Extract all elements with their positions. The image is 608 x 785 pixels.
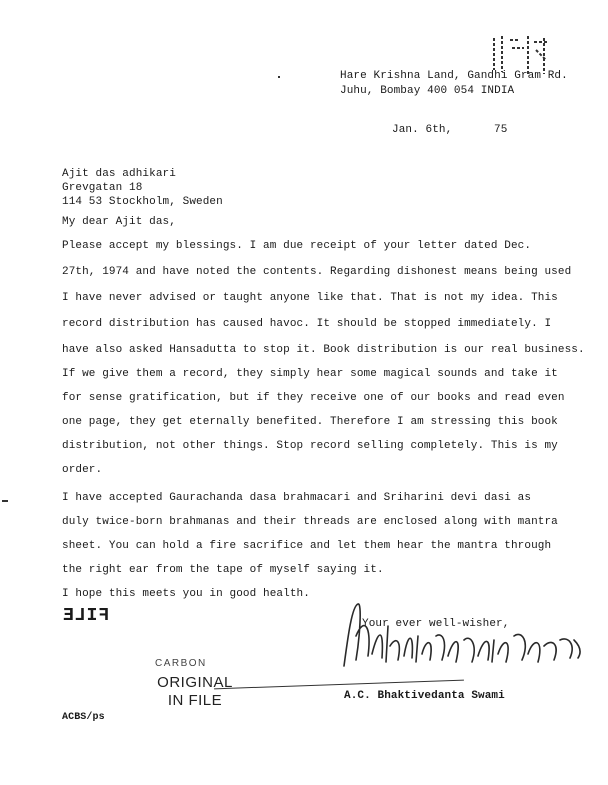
body-line: If we give them a record, they simply hear some magical sounds and take it — [62, 368, 558, 380]
body-line: I hope this meets you in good health. — [62, 588, 310, 600]
typist-initials: ACBS/ps — [62, 712, 105, 723]
handwritten-signature — [338, 596, 588, 676]
body-line: duly twice-born brahmanas and their threads are enclosed along with mantra — [62, 516, 558, 528]
body-line: order. — [62, 464, 103, 476]
body-line: 27th, 1974 and have noted the contents. Regarding dishonest means being used — [62, 266, 572, 278]
letterhead-address-line1: Hare Krishna Land, Gandhi Gram Rd. — [340, 70, 568, 82]
body-line: record distribution has caused havoc. It should be stopped immediately. I — [62, 318, 552, 330]
body-line: Please accept my blessings. I am due receipt of your letter dated Dec. — [62, 240, 532, 252]
file-stamp-mirrored: FILE — [62, 606, 110, 626]
carbon-stamp-label: CARBON — [155, 658, 207, 669]
letter-year: 75 — [494, 124, 508, 136]
margin-mark — [2, 500, 8, 502]
body-line: distribution, not other things. Stop record selling completely. This is my — [62, 440, 558, 452]
body-line: the right ear from the tape of myself saying it. — [62, 564, 384, 576]
letter-date: Jan. 6th, — [392, 124, 453, 136]
salutation: My dear Ajit das, — [62, 216, 176, 228]
in-file-stamp-label: IN FILE — [167, 692, 223, 709]
recipient-city: 114 53 Stockholm, Sweden — [62, 196, 223, 208]
body-line: have also asked Hansadutta to stop it. Book distribution is our real business. — [62, 344, 585, 356]
signer-name: A.C. Bhaktivedanta Swami — [344, 690, 505, 702]
signature-underline — [214, 680, 464, 690]
recipient-street: Grevgatan 18 — [62, 182, 143, 194]
body-line: I have accepted Gaurachanda dasa brahmacari and Sriharini devi dasi as — [62, 492, 532, 504]
body-line: sheet. You can hold a fire sacrifice and let them hear the mantra through — [62, 540, 552, 552]
recipient-name: Ajit das adhikari — [62, 168, 176, 180]
closing: Your ever well-wisher, — [362, 618, 510, 630]
letterhead-address-line2: Juhu, Bombay 400 054 INDIA — [340, 85, 515, 97]
original-stamp-label: ORIGINAL — [157, 674, 233, 691]
body-line: for sense gratification, but if they receive one of our books and read even — [62, 392, 565, 404]
body-line: one page, they get eternally benefited. Therefore I am stressing this book — [62, 416, 558, 428]
stray-dot — [278, 76, 280, 78]
body-line: I have never advised or taught anyone like that. That is not my idea. This — [62, 292, 558, 304]
